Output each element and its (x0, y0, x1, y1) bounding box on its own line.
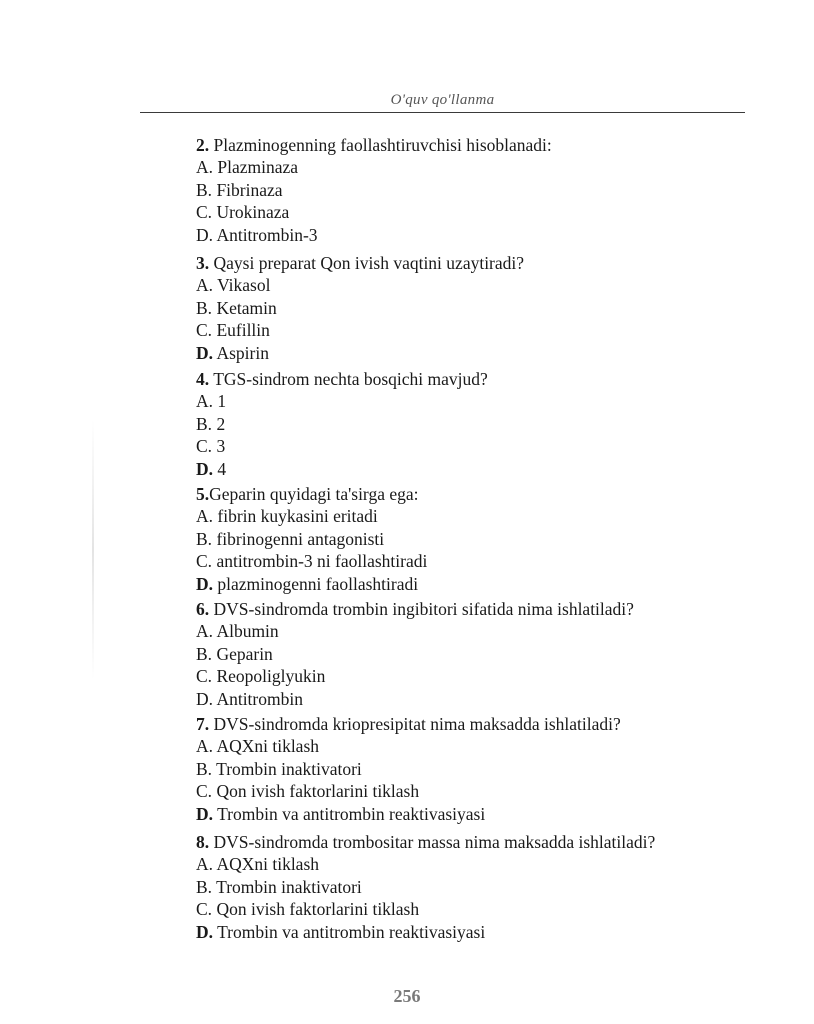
header-title: O'quv qo'llanma (390, 92, 495, 108)
scan-edge-shadow (92, 420, 94, 680)
option-text: Eufillin (216, 320, 270, 341)
answer-option-d (196, 573, 756, 596)
option-letter: B. (196, 528, 213, 549)
option-text: plazminogenni faollashtiradi (217, 573, 419, 594)
option-letter: D. (196, 458, 214, 479)
answer-option-c (196, 898, 756, 921)
option-letter: B. (196, 643, 213, 664)
option-text: Trombin va antitrombin reaktivasiyasi (217, 803, 486, 824)
option-letter: D. (196, 342, 214, 363)
option-letter: C. (196, 666, 213, 687)
question-8 (196, 831, 756, 943)
option-letter: B. (196, 413, 213, 434)
question-text: Qaysi preparat Qon ivish vaqtini uzaytiradi? (213, 253, 525, 273)
page-number: 256 (393, 986, 421, 1006)
answer-option-b (196, 413, 756, 436)
option-text: Trombin inaktivatori (216, 876, 362, 897)
question-title (196, 713, 756, 735)
answer-option-c (196, 201, 756, 224)
answer-option-b (196, 643, 756, 666)
answer-option-a (196, 853, 756, 876)
answer-option-c (196, 319, 756, 342)
option-letter: C. (196, 551, 213, 572)
answer-option-d (196, 224, 756, 247)
option-letter: C. (196, 899, 213, 920)
question-title (196, 483, 756, 505)
question-title (196, 134, 756, 156)
question-text: Plazminogenning faollashtiruvchisi hisoblanadi: (213, 135, 552, 155)
option-letter: C. (196, 320, 213, 341)
option-letter: A. (196, 621, 214, 641)
answer-option-a (196, 274, 756, 297)
question-number: 5. (196, 484, 210, 504)
question-3 (196, 252, 756, 364)
answer-option-c (196, 780, 756, 803)
option-letter: A. (196, 157, 214, 177)
question-title (196, 831, 756, 853)
option-text: Vikasol (217, 275, 271, 295)
answer-option-b (196, 876, 756, 899)
option-text: Albumin (216, 621, 279, 641)
option-letter: D. (196, 573, 214, 594)
option-text: AQXni tiklash (216, 736, 320, 756)
answer-option-a (196, 156, 756, 179)
option-letter: D. (196, 921, 214, 942)
question-title (196, 252, 756, 274)
option-text: 1 (217, 391, 227, 411)
option-letter: A. (196, 275, 214, 295)
option-text: Trombin inaktivatori (216, 758, 362, 779)
option-letter: D. (196, 803, 214, 824)
question-text: TGS-sindrom nechta bosqichi mavjud? (213, 369, 488, 389)
option-text: Plazminaza (217, 157, 299, 177)
answer-option-a (196, 505, 756, 528)
option-text: Qon ivish faktorlarini tiklash (216, 781, 420, 802)
page-header (140, 90, 745, 113)
option-letter: B. (196, 758, 213, 779)
question-title (196, 598, 756, 620)
question-2 (196, 134, 756, 246)
answer-option-b (196, 758, 756, 781)
option-letter: B. (196, 297, 213, 318)
option-text: 2 (216, 413, 226, 434)
answer-option-b (196, 179, 756, 202)
option-text: Geparin (216, 643, 273, 664)
question-text: DVS-sindromda kriopresipitat nima maksadda ishlatiladi? (213, 714, 621, 734)
question-4 (196, 368, 756, 480)
answer-option-d (196, 921, 756, 944)
question-text: Geparin quyidagi ta'sirga ega: (209, 484, 419, 504)
answer-option-d (196, 342, 756, 365)
option-text: 4 (217, 458, 227, 479)
option-text: 3 (216, 436, 226, 457)
option-text: Antitrombin-3 (216, 224, 318, 245)
answer-option-b (196, 528, 756, 551)
option-text: Reopoliglyukin (216, 666, 326, 687)
option-text: fibrin kuykasini eritadi (217, 506, 378, 526)
question-number: 4. (196, 369, 210, 389)
answer-option-a (196, 620, 756, 643)
option-text: fibrinogenni antagonisti (216, 528, 385, 549)
answer-option-d (196, 458, 756, 481)
option-text: Trombin va antitrombin reaktivasiyasi (217, 921, 486, 942)
question-5 (196, 483, 756, 595)
option-letter: B. (196, 179, 213, 200)
option-text: Qon ivish faktorlarini tiklash (216, 899, 420, 920)
option-letter: A. (196, 736, 214, 756)
answer-option-c (196, 435, 756, 458)
option-text: Aspirin (216, 342, 269, 363)
option-letter: C. (196, 781, 213, 802)
question-number: 2. (196, 135, 210, 155)
option-letter: A. (196, 391, 214, 411)
option-text: AQXni tiklash (216, 854, 320, 874)
question-text: DVS-sindromda trombositar massa nima maksadda ishlatiladi? (213, 832, 656, 852)
option-letter: C. (196, 202, 213, 223)
question-number: 8. (196, 832, 210, 852)
answer-option-d (196, 803, 756, 826)
question-number: 3. (196, 253, 210, 273)
option-text: Fibrinaza (216, 179, 283, 200)
option-text: Urokinaza (216, 202, 290, 223)
option-letter: B. (196, 876, 213, 897)
option-letter: A. (196, 854, 214, 874)
answer-option-c (196, 550, 756, 573)
question-number: 7. (196, 714, 210, 734)
answer-option-d (196, 688, 756, 711)
question-6 (196, 598, 756, 710)
answer-option-a (196, 390, 756, 413)
answer-option-a (196, 735, 756, 758)
option-text: Antitrombin (216, 688, 303, 709)
question-title (196, 368, 756, 390)
question-number: 6. (196, 599, 210, 619)
option-letter: D. (196, 224, 214, 245)
option-text: antitrombin-3 ni faollashtiradi (216, 551, 428, 572)
answer-option-c (196, 665, 756, 688)
answer-option-b (196, 297, 756, 320)
option-text: Ketamin (216, 297, 277, 318)
question-7 (196, 713, 756, 825)
question-text: DVS-sindromda trombin ingibitori sifatida nima ishlatiladi? (213, 599, 634, 619)
option-letter: C. (196, 436, 213, 457)
option-letter: D. (196, 688, 214, 709)
option-letter: A. (196, 506, 214, 526)
